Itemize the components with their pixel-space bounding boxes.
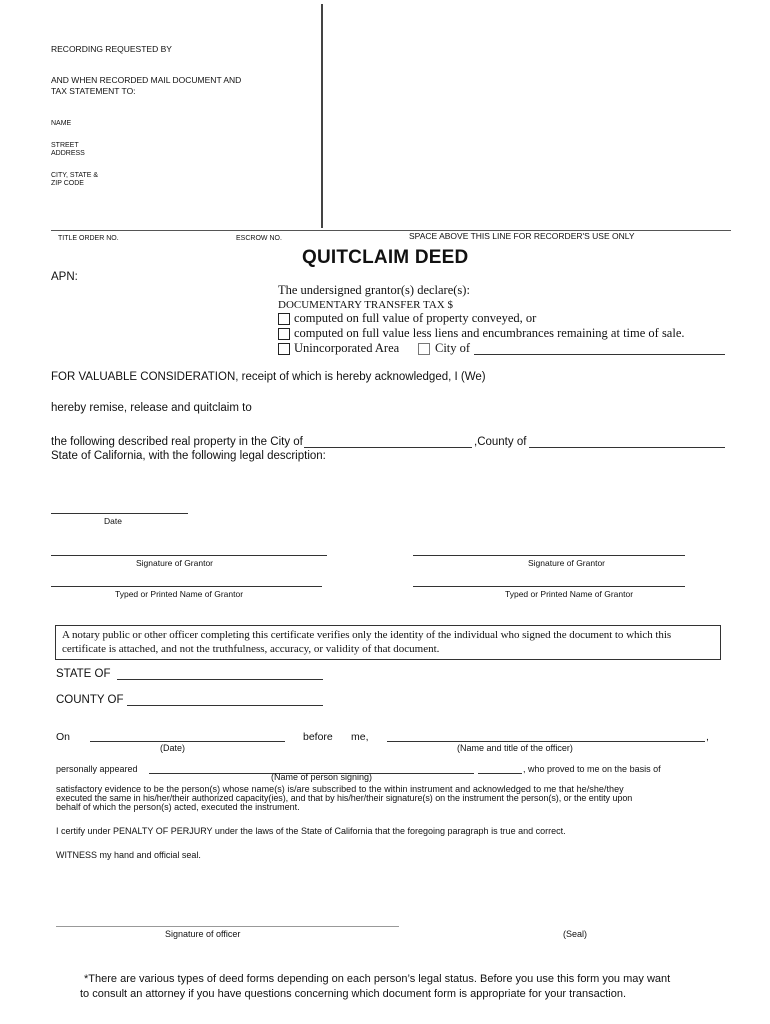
personally-appeared-blank-2[interactable] bbox=[478, 773, 522, 774]
officer-caption: (Name and title of the officer) bbox=[457, 743, 573, 753]
footer-note-line1: *There are various types of deed forms depending on each person’s legal status. Before you use this form you may want bbox=[84, 973, 671, 985]
consideration-text: FOR VALUABLE CONSIDERATION, receipt of which is hereby acknowledged, I (We) bbox=[51, 371, 486, 383]
grantor-name-left-caption: Typed or Printed Name of Grantor bbox=[115, 589, 244, 599]
date-blank[interactable] bbox=[51, 513, 188, 514]
grantor-signature-left-caption: Signature of Grantor bbox=[136, 558, 214, 568]
grantor-name-left-line[interactable] bbox=[51, 586, 322, 587]
grantor-signature-left-line[interactable] bbox=[51, 555, 327, 556]
property-city-label: the following described real property in the City of bbox=[51, 436, 303, 448]
evidence-line2: executed the same in his/her/their authorized capacity(ies), and that by his/her/their signature(s) on the instrument the person(s), or the entity upon bbox=[56, 793, 633, 803]
on-label: On bbox=[56, 731, 71, 743]
mail-to-label-line2: TAX STATEMENT TO: bbox=[51, 86, 136, 96]
state-of-label: STATE OF bbox=[56, 668, 111, 680]
personally-appeared-label: personally appeared bbox=[56, 764, 138, 774]
witness-statement: WITNESS my hand and official seal. bbox=[56, 850, 201, 860]
city-of-blank[interactable] bbox=[474, 354, 725, 355]
before-label: before bbox=[303, 731, 333, 743]
officer-signature-line[interactable] bbox=[56, 926, 399, 927]
notary-notice-line2: certificate is attached, and not the truthfulness, accuracy, or validity of that document. bbox=[62, 643, 440, 655]
person-signing-caption: (Name of person signing) bbox=[271, 772, 373, 782]
state-of-blank[interactable] bbox=[117, 679, 323, 680]
date-caption-notary: (Date) bbox=[160, 743, 186, 753]
city-of-label: City of bbox=[435, 341, 471, 355]
option-less-liens-checkbox[interactable] bbox=[278, 328, 290, 340]
option-less-liens-label: computed on full value less liens and encumbrances remaining at time of sale. bbox=[294, 326, 685, 340]
recorder-use-label: SPACE ABOVE THIS LINE FOR RECORDER'S USE ONLY bbox=[409, 231, 635, 241]
seal-caption: (Seal) bbox=[563, 929, 588, 939]
perjury-statement: I certify under PENALTY OF PERJURY under the laws of the State of California that the foregoing paragraph is true and correct. bbox=[56, 826, 566, 836]
option-full-value-label: computed on full value of property conveyed, or bbox=[294, 311, 537, 325]
name-label: NAME bbox=[51, 120, 72, 127]
mail-to-label-line1: AND WHEN RECORDED MAIL DOCUMENT AND bbox=[51, 75, 242, 85]
grantor-name-right-line[interactable] bbox=[413, 586, 685, 587]
apn-label: APN: bbox=[51, 271, 78, 283]
street-label-line1: STREET bbox=[51, 142, 79, 149]
proved-text: , who proved to me on the basis of bbox=[523, 764, 661, 774]
county-of-blank[interactable] bbox=[127, 705, 323, 706]
city-label-line1: CITY, STATE & bbox=[51, 172, 99, 179]
unincorporated-area-checkbox[interactable] bbox=[278, 343, 290, 355]
legal-description-label: State of California, with the following legal description: bbox=[51, 450, 326, 462]
officer-name-blank[interactable] bbox=[387, 741, 705, 742]
escrow-no-label: ESCROW NO. bbox=[236, 235, 282, 242]
evidence-line1: satisfactory evidence to be the person(s) whose name(s) is/are subscribed to the within instrument and acknowledged to me that he/she/they bbox=[56, 784, 624, 794]
unincorporated-area-label: Unincorporated Area bbox=[294, 341, 400, 355]
evidence-line3: behalf of which the person(s) acted, executed the instrument. bbox=[56, 802, 300, 812]
me-label: me, bbox=[351, 731, 369, 743]
city-label-line2: ZIP CODE bbox=[51, 180, 84, 187]
grantor-signature-right-caption: Signature of Grantor bbox=[528, 558, 606, 568]
on-date-blank[interactable] bbox=[90, 741, 285, 742]
recording-requested-by-label: RECORDING REQUESTED BY bbox=[51, 44, 172, 54]
city-of-checkbox[interactable] bbox=[418, 343, 430, 355]
officer-signature-caption: Signature of officer bbox=[165, 929, 241, 939]
grantor-name-right-caption: Typed or Printed Name of Grantor bbox=[505, 589, 634, 599]
property-city-blank[interactable] bbox=[304, 447, 472, 448]
county-of-label: COUNTY OF bbox=[56, 694, 124, 706]
title-order-no-label: TITLE ORDER NO. bbox=[58, 235, 119, 242]
grantor-signature-right-line[interactable] bbox=[413, 555, 685, 556]
date-caption: Date bbox=[104, 516, 122, 526]
street-label-line2: ADDRESS bbox=[51, 150, 85, 157]
county-label: ,County of bbox=[474, 436, 527, 448]
transfer-tax-label: DOCUMENTARY TRANSFER TAX $ bbox=[278, 299, 453, 311]
footer-note-line2: to consult an attorney if you have questions concerning which document form is appropriate for your transaction. bbox=[80, 988, 627, 1000]
document-title: QUITCLAIM DEED bbox=[302, 247, 469, 268]
notary-notice-line1: A notary public or other officer completing this certificate verifies only the identity of the individual who signed the document to which this bbox=[62, 629, 672, 641]
option-full-value-checkbox[interactable] bbox=[278, 313, 290, 325]
declaration-line1: The undersigned grantor(s) declare(s): bbox=[278, 283, 470, 297]
county-blank[interactable] bbox=[529, 447, 725, 448]
remise-text: hereby remise, release and quitclaim to bbox=[51, 402, 252, 414]
recorder-divider-vertical bbox=[321, 4, 323, 228]
officer-comma: , bbox=[706, 731, 709, 743]
